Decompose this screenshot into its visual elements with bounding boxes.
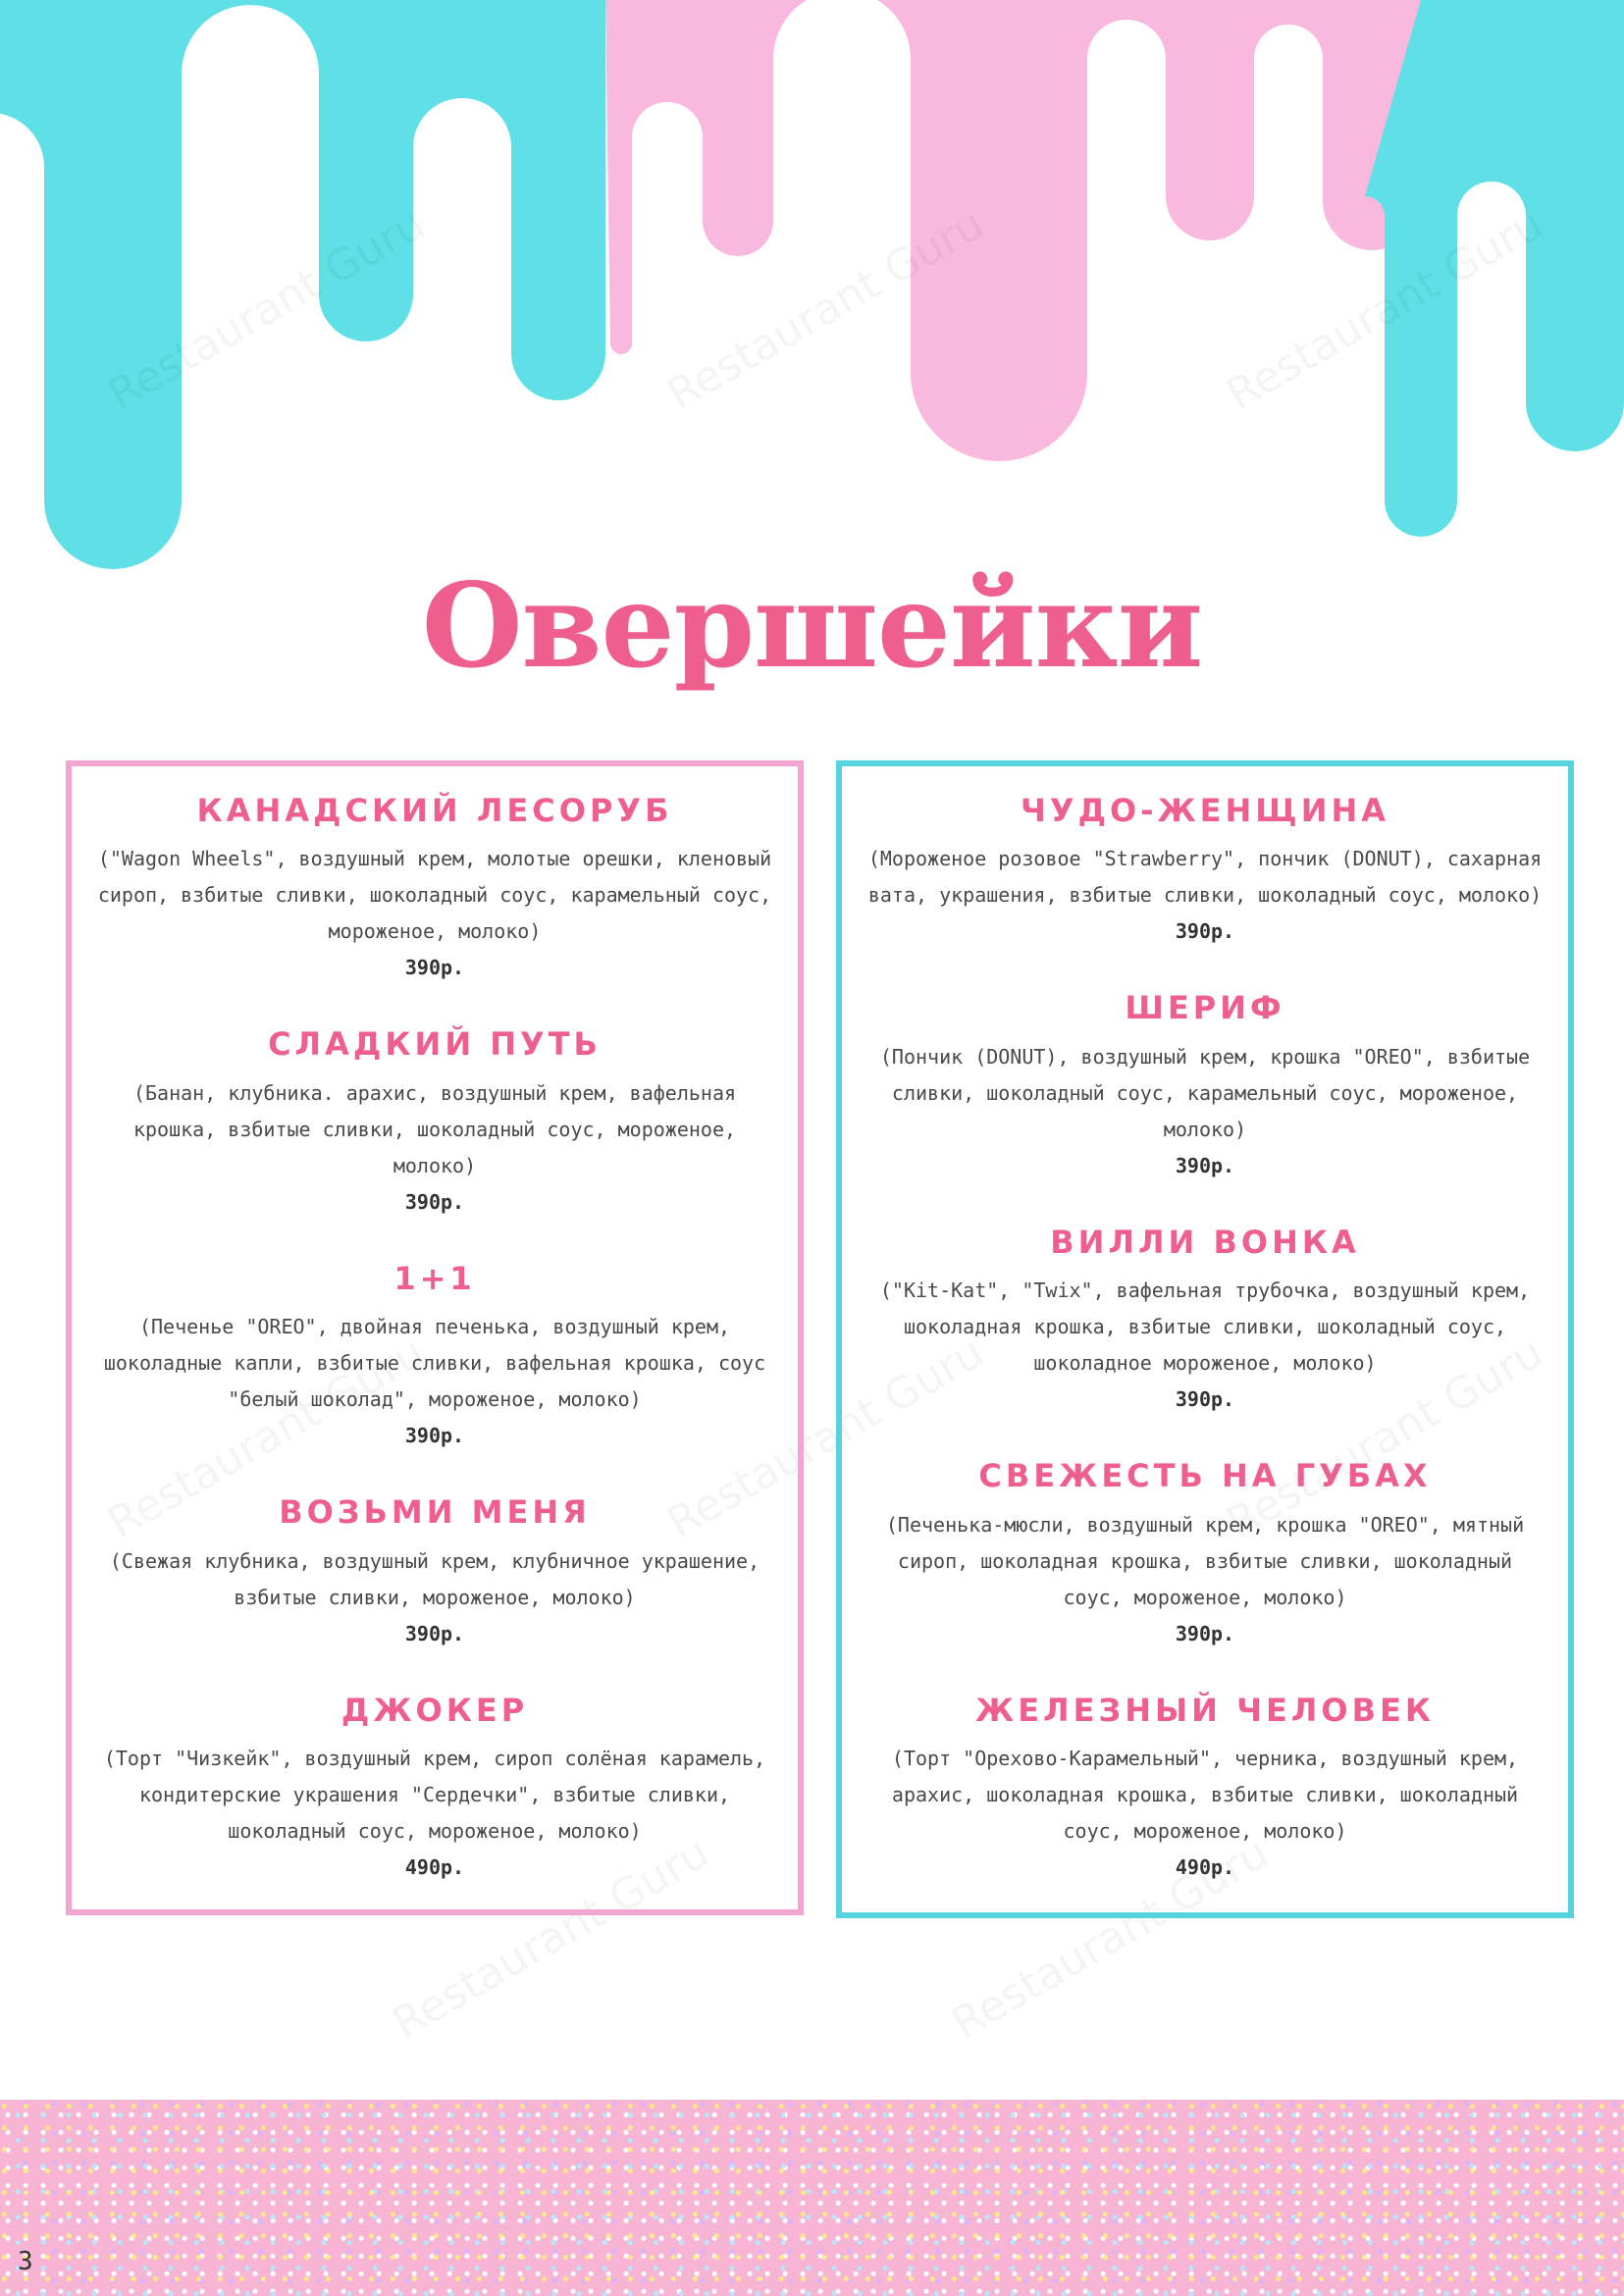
- menu-item: [864, 1457, 1546, 1651]
- menu-item-description: (Банан, клубника. арахис, воздушный крем, вафельная крошка, взбитые сливки, шоколадный соус, мороженое, молоко): [132, 1080, 737, 1177]
- menu-item-name: ЖЕЛЕЗНЫЙ ЧЕЛОВЕК: [975, 1691, 1435, 1729]
- menu-item-description: ("Kit-Kat", "Twix", вафельная трубочка, воздушный крем, шоколадная крошка, взбитые сливки, шоколадный соус, шоколадное мороженое, молоко): [879, 1278, 1531, 1376]
- menu-column-left: [66, 760, 804, 1915]
- menu-item-name: ШЕРИФ: [1125, 989, 1285, 1027]
- menu-item: [864, 989, 1546, 1183]
- page-number: 3: [18, 2247, 33, 2276]
- menu-item-name: ВОЗЬМИ МЕНЯ: [279, 1493, 591, 1532]
- turquoise-drip-left: [0, 0, 605, 569]
- drip-header-decoration: [0, 0, 1624, 589]
- menu-item: [864, 792, 1546, 950]
- menu-item-price: 390р.: [404, 1621, 465, 1645]
- menu-item-description: (Мороженое розовое "Strawberry", пончик (DONUT), сахарная вата, украшения, взбитые сливки, шоколадный соус, молоко): [867, 847, 1543, 908]
- menu-item: [93, 792, 776, 986]
- menu-item-description: (Печенька-мюсли, воздушный крем, крошка "OREO", мятный сироп, шоколадная крошка, взбитые сливки, шоколадный соус, мороженое, молоко): [885, 1512, 1525, 1609]
- menu-item-name: ЧУДО-ЖЕНЩИНА: [1020, 792, 1390, 829]
- turquoise-drip-right: [1365, 0, 1624, 537]
- menu-item: [864, 1224, 1546, 1418]
- menu-item-price: 390р.: [404, 1424, 465, 1448]
- menu-item-price: 490р.: [1175, 1854, 1235, 1879]
- menu-item-name: 1+1: [393, 1259, 476, 1297]
- menu-item-description: ("Wagon Wheels", воздушный крем, молотые орешки, кленовый сироп, взбитые сливки, шоколадный соус, карамельный соус, мороженое, молоко): [97, 847, 772, 944]
- menu-item-description: (Печенье "OREO", двойная печенька, воздушный крем, шоколадные капли, взбитые сливки, вафельная крошка, соус "белый шоколад", мороженое, молоко): [103, 1315, 766, 1412]
- menu-item-description: (Торт "Чизкейк", воздушный крем, сироп солёная карамель, кондитерские украшения "Сердечки", взбитые сливки, шоколадный соус, мороженое, молоко): [103, 1746, 766, 1843]
- menu-item-price: 390р.: [1175, 1621, 1235, 1645]
- menu-item-price: 390р.: [1175, 1153, 1235, 1177]
- menu-item: [93, 1692, 776, 1886]
- menu-item: [93, 1493, 776, 1651]
- menu-item: [93, 1025, 776, 1220]
- menu-item-name: СВЕЖЕСТЬ НА ГУБАХ: [978, 1457, 1432, 1495]
- menu-item: [864, 1692, 1546, 1886]
- menu-item-price: 490р.: [404, 1854, 465, 1879]
- sprinkles-footer-band: [0, 2100, 1624, 2296]
- menu-item-price: 390р.: [1175, 919, 1235, 944]
- pink-drip-middle: [605, 0, 1421, 461]
- menu-item: [93, 1260, 776, 1454]
- menu-column-right: [836, 760, 1574, 1918]
- menu-item-name: ДЖОКЕР: [341, 1691, 529, 1729]
- menu-item-description: (Пончик (DONUT), воздушный крем, крошка "OREO", взбитые сливки, шоколадный соус, карамельный соус, мороженое, молоко): [879, 1044, 1531, 1141]
- menu-item-description: (Торт "Орехово-Карамельный", черника, воздушный крем, арахис, шоколадная крошка, взбитые сливки, шоколадный соус, мороженое, молоко): [891, 1746, 1519, 1843]
- menu-item-price: 390р.: [404, 956, 465, 980]
- menu-item-description: (Свежая клубника, воздушный крем, клубничное украшение, взбитые сливки, мороженое, молоко): [109, 1548, 760, 1609]
- menu-item-name: ВИЛЛИ ВОНКА: [1050, 1223, 1360, 1261]
- page-title: Овершейки: [421, 557, 1203, 695]
- menu-item-name: СЛАДКИЙ ПУТЬ: [268, 1025, 602, 1064]
- menu-item-price: 390р.: [404, 1189, 465, 1214]
- menu-item-name: КАНАДСКИЙ ЛЕСОРУБ: [196, 792, 673, 829]
- menu-item-price: 390р.: [1175, 1387, 1235, 1412]
